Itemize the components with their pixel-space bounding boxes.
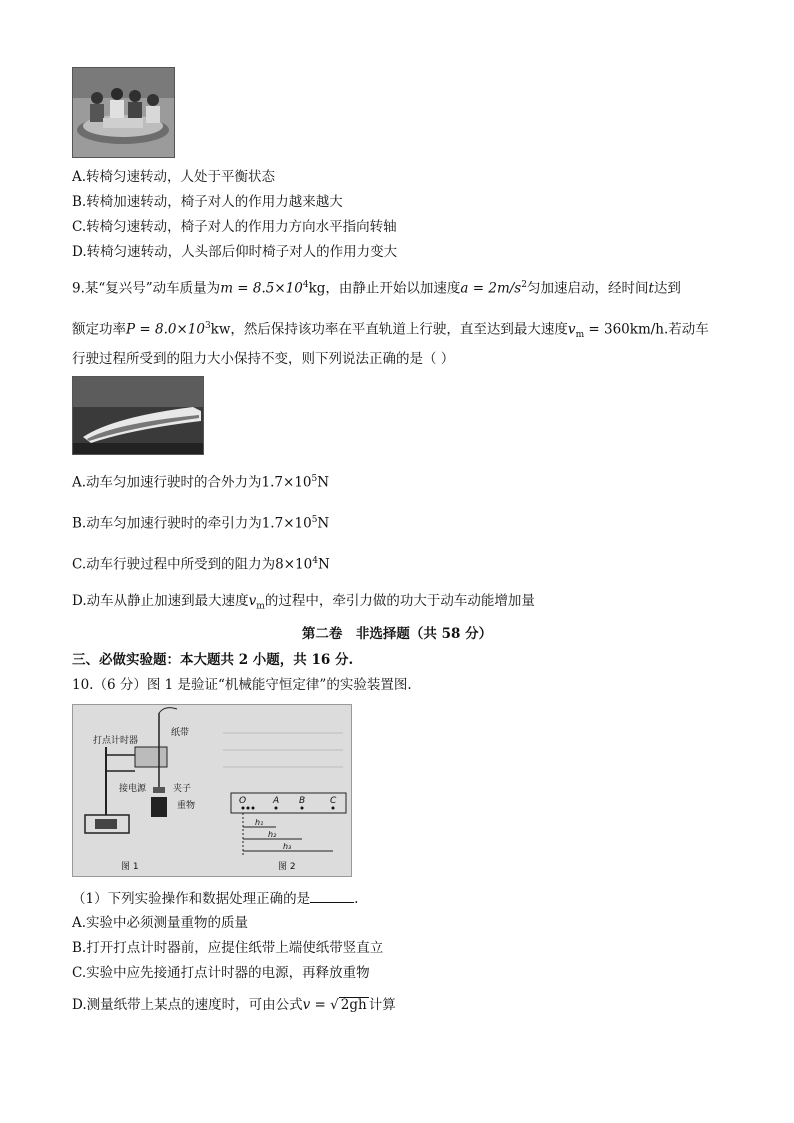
fig2-h3: h₃ [283, 842, 292, 851]
q9-option-c-unit: N [317, 556, 330, 573]
section-title: 第二卷 非选择题（共 58 分） [301, 626, 493, 642]
q9-option-d-sub: m [256, 601, 265, 612]
answer-blank[interactable] [310, 890, 354, 903]
fig2-label-o: O [239, 796, 247, 806]
q9-option-b-value: 1.7×10 [261, 515, 312, 532]
q9-vmax-val: = 360km/h [584, 321, 664, 338]
fig1-power-label: 接电源 [119, 784, 147, 794]
q9-option-a-exp: 5 [311, 474, 318, 484]
experiment-figure [72, 704, 352, 877]
fig1-paper-label: 纸带 [171, 728, 190, 738]
q9-vmax: v [567, 321, 576, 338]
sqrt-symbol: √ [330, 997, 339, 1013]
q9-text: 额定功率 [72, 321, 126, 338]
q10-option-c: C.实验中应先接通打点计时器的电源，再释放重物 [72, 965, 370, 981]
q9-option-d [72, 592, 535, 616]
q10-option-d-root: 2gh [340, 997, 367, 1013]
fig2-h1: h₁ [255, 818, 264, 827]
q9-stem-line3: 行驶过程所受到的阻力大小保持不变，则下列说法正确的是（ ） [72, 351, 455, 367]
q9-text: 匀加速启动，经时间 [526, 280, 649, 297]
fig1-clip-label: 夹子 [173, 784, 192, 794]
q9-accel-exp: 2 [521, 280, 527, 290]
q10-option-d [72, 996, 396, 1014]
q9-option-b [72, 511, 329, 533]
q9-option-d-v: v [248, 593, 257, 609]
q8-option-a: A.转椅匀速转动，人处于平衡状态 [72, 169, 276, 185]
section-subtitle: 三、必做实验题：本大题共 2 小题，共 16 分. [72, 652, 354, 668]
q9-text: 9.某“复兴号”动车质量为 [72, 280, 221, 297]
q9-option-b-text: B.动车匀加速行驶时的牵引力为 [72, 515, 262, 532]
q9-option-a-value: 1.7×10 [261, 474, 312, 491]
q9-mass-unit: kg [308, 280, 326, 297]
q9-vmax-sub: m [575, 330, 585, 341]
q10-option-d-text: D.测量纸带上某点的速度时，可由公式 [72, 997, 303, 1013]
q9-option-a [72, 470, 329, 492]
q10-sub1-text: （1）下列实验操作和数据处理正确的是 [72, 891, 311, 907]
q10-sub1 [72, 890, 358, 908]
q10-option-d-lhs: v = [302, 997, 331, 1013]
q8-option-c: C.转椅匀速转动，椅子对人的作用力方向水平指向转轴 [72, 219, 397, 235]
q9-option-b-unit: N [317, 515, 330, 532]
fig1-caption: 图 1 [121, 862, 139, 872]
fig1-weight-label: 重物 [177, 801, 196, 811]
fig2-label-a: A [273, 796, 280, 806]
q10-sub1-end: . [354, 891, 359, 907]
q9-time: t [648, 280, 654, 297]
q9-option-a-text: A.动车匀加速行驶时的合外力为 [72, 474, 262, 491]
q9-text: ，由静止开始以加速度 [325, 280, 461, 297]
experiment-apparatus-diagram [73, 705, 351, 876]
fig2-label-b: B [299, 796, 306, 806]
bullet-train-illustration [73, 377, 203, 454]
fig2-caption: 图 2 [278, 862, 296, 872]
q10-option-b: B.打开打点计时器前，应提住纸带上端使纸带竖直立 [72, 940, 384, 956]
rotating-chair-illustration [73, 68, 174, 157]
fig2-label-c: C [330, 796, 337, 806]
q9-option-c-text: C.动车行驶过程中所受到的阻力为 [72, 556, 276, 573]
rotating-chair-photo [72, 67, 175, 158]
q9-stem-line1 [72, 276, 681, 298]
q9-option-a-unit: N [317, 474, 330, 491]
q8-option-b: B.转椅加速转动，椅子对人的作用力越来越大 [72, 194, 343, 210]
q9-power: P = 8.0×10 [126, 321, 205, 338]
fig1-timer-label: 打点计时器 [93, 736, 139, 746]
q9-text: ，然后保持该功率在平直轨道上行驶，直至达到最大速度 [230, 321, 568, 338]
fig2-h2: h₂ [268, 830, 277, 839]
q9-option-c [72, 552, 330, 574]
q9-stem-line2 [72, 317, 709, 344]
q9-power-unit: kw [210, 321, 231, 338]
q9-text: 达到 [653, 280, 681, 297]
q9-option-b-exp: 5 [311, 515, 318, 525]
q9-option-d-text: D.动车从静止加速到最大速度 [72, 593, 249, 609]
q9-option-d-rest: 的过程中，牵引力做的功大于动车动能增加量 [264, 593, 535, 609]
q9-mass-exp: 4 [302, 280, 309, 290]
q10-option-d-rest: 计算 [368, 997, 396, 1013]
q9-power-exp: 3 [204, 321, 211, 331]
q9-accel: a = 2m/s [460, 280, 522, 297]
q10-option-a: A.实验中必须测量重物的质量 [72, 915, 249, 931]
q9-option-c-exp: 4 [312, 556, 318, 566]
q8-option-d: D.转椅匀速转动，人头部后仰时椅子对人的作用力变大 [72, 244, 398, 260]
q9-mass: m = 8.5×10 [220, 280, 303, 297]
q9-option-c-value: 8×10 [275, 556, 313, 573]
q9-text: .若动车 [664, 321, 709, 338]
bullet-train-photo [72, 376, 204, 455]
q10-intro: 10.（6 分）图 1 是验证“机械能守恒定律”的实验装置图. [72, 677, 412, 693]
